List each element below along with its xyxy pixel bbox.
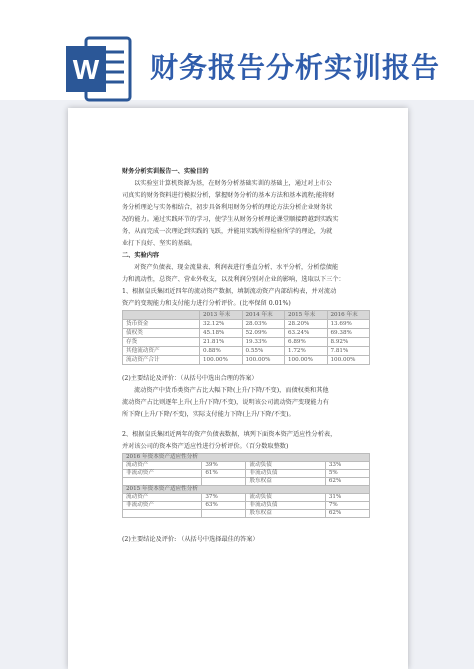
content-line: 对资产负债表、现金流量表、利润表进行垂直分析、水平分析，分析偿债能 xyxy=(134,264,339,271)
table-cell: 6.89% xyxy=(285,338,328,347)
table-cell: 2013 年末 xyxy=(200,311,243,320)
evaluation-line: 所下降(上升/下降/不变)，实际支付能力下降(上升/下降/不变)。 xyxy=(122,411,295,418)
table-cell: 8.92% xyxy=(327,338,370,347)
table-title: 2016 年资本资产适应性分析 xyxy=(123,454,370,462)
table-cell: 62% xyxy=(325,478,369,486)
table-cell: 1.72% xyxy=(285,347,328,356)
svg-text:W: W xyxy=(72,54,100,85)
table-cell: 100.00% xyxy=(200,356,243,365)
table-title: 2015 年资本资产适应性分析 xyxy=(123,486,370,494)
table-cell: 63.24% xyxy=(285,329,328,338)
table-cell: 流动资产 xyxy=(123,494,202,502)
table-cell: 股东权益 xyxy=(246,478,325,486)
table-cell: 其他流动资产 xyxy=(123,347,200,356)
evaluation-heading: (2)主要结论及评价: （从括号中选择最佳的答案） xyxy=(122,536,259,543)
table-cell: 13.69% xyxy=(327,320,370,329)
table-row xyxy=(123,470,370,478)
table-cell: 非流动资产 xyxy=(123,502,202,510)
table-title-row xyxy=(123,486,370,494)
table-cell: 7.81% xyxy=(327,347,370,356)
table-cell: 39% xyxy=(202,462,246,470)
table-cell: 100.00% xyxy=(242,356,285,365)
item-line: 并对该公司的资本资产适应性进行分析评价。（百分数取整数) xyxy=(122,443,289,450)
evaluation-line: 流动资产占比则逐年上升(上升/下降/不变)，说明该公司流动资产变现能力有 xyxy=(122,399,329,406)
content-line: 力和流动性，总资产、营业外收支，以及利润分别对企业的影响，选取以下三个： xyxy=(122,276,345,283)
table-row xyxy=(123,338,370,347)
table-cell: 流动资产 xyxy=(123,462,202,470)
purpose-line: 司真实的财务资料进行模拟分析，掌握财务分析的基本方法和基本流程;能将财 xyxy=(122,192,335,199)
table-cell: 69.38% xyxy=(327,329,370,338)
purpose-line: 况的能力。通过实践环节的学习，使学生从财务分析理论课堂顺接跨越到实践实 xyxy=(122,216,339,223)
table-cell: 52.09% xyxy=(242,329,285,338)
table-cell: 债权类 xyxy=(123,329,200,338)
doc-heading: 财务分析实训报告一、实验目的 xyxy=(122,168,209,175)
banner-title: 财务报告分析实训报告 xyxy=(150,51,441,84)
table-row xyxy=(123,347,370,356)
table-cell: 非流动负债 xyxy=(246,470,325,478)
table-row xyxy=(123,329,370,338)
table-cell: 存货 xyxy=(123,338,200,347)
purpose-line: 务分析理论与实务相结合，初步具备利用财务分析的理论方法分析企业财务状 xyxy=(122,204,333,211)
table-row xyxy=(123,462,370,470)
word-document-icon xyxy=(64,36,132,102)
table-cell: 2016 年末 xyxy=(327,311,370,320)
table-cell: 21.81% xyxy=(200,338,243,347)
purpose-line: 务，从而完成一次理论到实践的飞跃，并能用实践所得检验所学的理论，为就 xyxy=(122,228,333,235)
table-cell xyxy=(202,510,246,518)
table-cell: 33% xyxy=(325,462,369,470)
table-cell: 28.20% xyxy=(285,320,328,329)
item-line: 2、根据皇氏集团近两年的资产负债表数据，填列下面资本资产适应性分析表， xyxy=(122,431,337,438)
table-row xyxy=(123,494,370,502)
table-cell: 股东权益 xyxy=(246,510,325,518)
evaluation-heading: (2)主要结论及评价：（从括号中选出合理的答案） xyxy=(122,375,258,382)
document-content xyxy=(122,166,370,546)
table-cell: 19.33% xyxy=(242,338,285,347)
table-cell: 62% xyxy=(325,510,369,518)
table-cell: 非流动负债 xyxy=(246,502,325,510)
evaluation-line: 流动资产中货币类资产占比大幅下降(上升/下降/不变)，而债权类和其他 xyxy=(134,387,329,394)
table-cell: 61% xyxy=(202,470,246,478)
table-row xyxy=(123,510,370,518)
table-cell: 流动资产合计 xyxy=(123,356,200,365)
section-heading: 二、实验内容 xyxy=(122,252,160,259)
table-cell: 流动负债 xyxy=(246,494,325,502)
table-cell: 100.00% xyxy=(285,356,328,365)
table-cell: 非流动资产 xyxy=(123,470,202,478)
table-cell: 32.12% xyxy=(200,320,243,329)
table-cell: 2014 年末 xyxy=(242,311,285,320)
content-line: 1、根据皇氏集团近四年的流动资产数据，填制流动资产内部结构表，并对流动 xyxy=(122,288,337,295)
table-cell: 7% xyxy=(325,502,369,510)
purpose-line: 业打下良好、坚实的基础。 xyxy=(122,240,197,247)
table-header-row xyxy=(123,311,370,320)
table-cell: 45.18% xyxy=(200,329,243,338)
document-page xyxy=(68,108,408,669)
table-cell: 0.88% xyxy=(200,347,243,356)
table-cell: 37% xyxy=(202,494,246,502)
table-cell: 0.55% xyxy=(242,347,285,356)
capital-asset-fitness-table xyxy=(122,453,370,518)
table-row xyxy=(123,502,370,510)
purpose-line: 以实验室计算机资源为基，在财务分析基础实训的基础上，通过对上市公 xyxy=(134,180,332,187)
table-cell xyxy=(123,478,202,486)
table-cell: 5% xyxy=(325,470,369,478)
table-cell xyxy=(123,510,202,518)
table-cell xyxy=(202,478,246,486)
table-cell: 63% xyxy=(202,502,246,510)
table-cell: 流动负债 xyxy=(246,462,325,470)
current-assets-structure-table xyxy=(122,310,370,365)
table-cell: 货币资金 xyxy=(123,320,200,329)
table-cell: 28.03% xyxy=(242,320,285,329)
table-cell: 100.00% xyxy=(327,356,370,365)
table-cell: 31% xyxy=(325,494,369,502)
content-line: 资产的变现能力和支付能力进行分析评价。(比率保留 0.01%) xyxy=(122,300,291,307)
banner xyxy=(0,0,474,100)
table-cell xyxy=(123,311,200,320)
table-row xyxy=(123,320,370,329)
table-title-row xyxy=(123,454,370,462)
table-row xyxy=(123,356,370,365)
table-cell: 2015 年末 xyxy=(285,311,328,320)
table-row xyxy=(123,478,370,486)
